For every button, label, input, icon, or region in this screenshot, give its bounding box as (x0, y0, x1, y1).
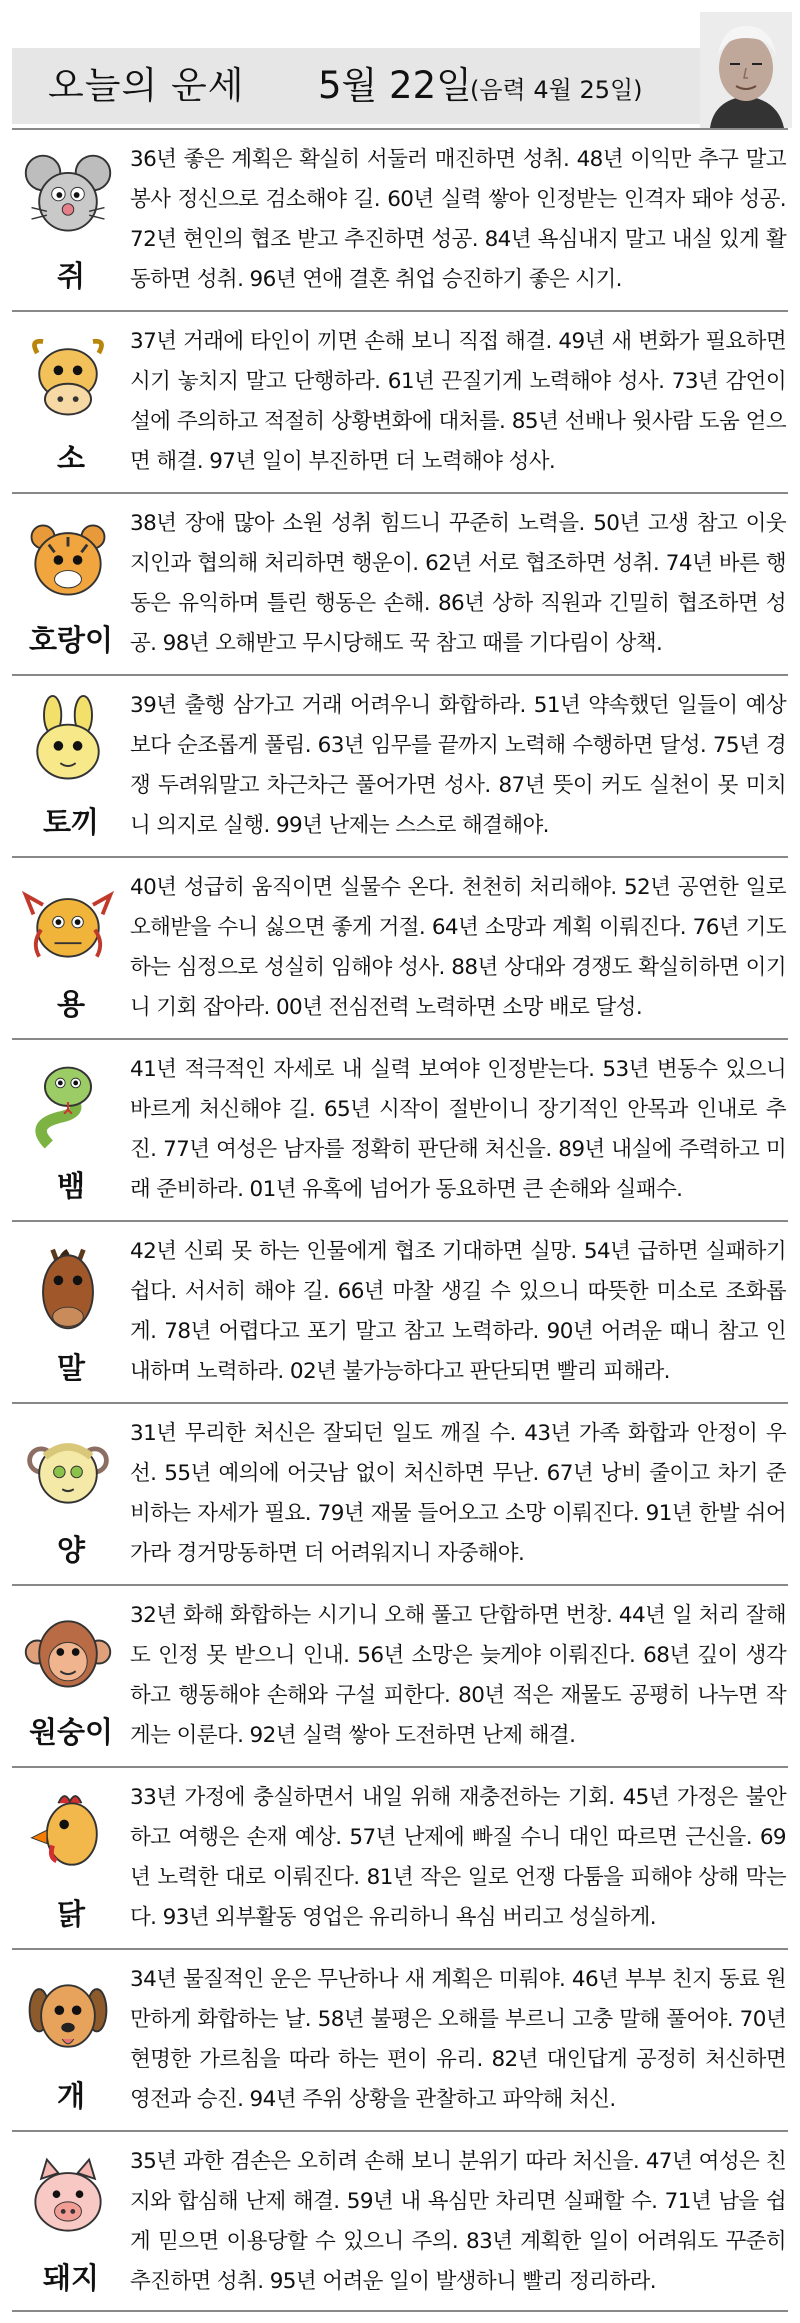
page-title: 오늘의 운세 (48, 64, 245, 107)
monkey-icon (20, 1604, 116, 1700)
zodiac-row-snake (12, 1038, 788, 1220)
zodiac-animal (12, 1586, 130, 1766)
zodiac-row-rabbit (12, 674, 788, 856)
zodiac-row-horse (12, 1220, 788, 1402)
fortune-text: 32년 화해 화합하는 시기니 오해 풀고 단합하면 번창. 44년 일 처리 잘해도 인정 못 받으니 인내. 56년 소망은 늦게야 이뤄진다. 68년 깊이 생각하고 행동해야 손해와 구설 피한다. 80년 적은 재물도 공평히 나누면 작게는 이룬다. 92년 실력 쌓아 도전하면 난제 해결. (130, 1603, 786, 1748)
fortune-text: 39년 출행 삼가고 거래 어려우니 화합하라. 51년 약속했던 일들이 예상보다 순조롭게 풀림. 63년 임무를 끝까지 노력해 수행하면 달성. 75년 경쟁 두려워말고 차근차근 풀어가면 성사. 87년 뜻이 커도 실천이 못 미치니 의지로 실행. 99년 난제는 스스로 해결해야. (130, 693, 786, 838)
rabbit-icon (20, 694, 116, 790)
zodiac-name: 양 (56, 1533, 85, 1567)
snake-icon (20, 1058, 116, 1154)
zodiac-animal (12, 1950, 130, 2130)
zodiac-row-dog (12, 1948, 788, 2130)
zodiac-name: 쥐 (56, 259, 85, 293)
sheep-icon (20, 1422, 116, 1518)
zodiac-row-monkey (12, 1584, 788, 1766)
fortune-text: 37년 거래에 타인이 끼면 손해 보니 직접 해결. 49년 새 변화가 필요하면 시기 놓치지 말고 단행하라. 61년 끈질기게 노력해야 성사. 73년 감언이설에 주의하고 적절히 상황변화에 대처를. 85년 선배나 윗사람 도움 얻으면 해결. 97년 일이 부진하면 더 노력해야 성사. (130, 329, 786, 474)
fortune-text: 35년 과한 겸손은 오히려 손해 보니 분위기 따라 처신을. 47년 여성은 친지와 합심해 난제 해결. 59년 내 욕심만 차리면 실패할 수. 71년 남을 쉽게 믿으면 이용당할 수 있으니 주의. 83년 계획한 일이 어려워도 꾸준히 추진하면 성취. 95년 어려운 일이 발생하니 빨리 정리하라. (130, 2149, 786, 2294)
fortune-text: 41년 적극적인 자세로 내 실력 보여야 인정받는다. 53년 변동수 있으니 바르게 처신해야 길. 65년 시작이 절반이니 장기적인 안목과 인내로 추진. 77년 여성은 남자를 정확히 판단해 처신을. 89년 내실에 주력하고 미래 준비하라. 01년 유혹에 넘어가 동요하면 큰 손해와 실패수. (130, 1057, 786, 1202)
zodiac-animal (12, 858, 130, 1038)
zodiac-name: 소 (56, 441, 85, 475)
tiger-icon (20, 512, 116, 608)
zodiac-name: 원숭이 (28, 1715, 114, 1749)
author-photo (700, 12, 792, 128)
fortune-text: 42년 신뢰 못 하는 인물에게 협조 기대하면 실망. 54년 급하면 실패하기 쉽다. 서서히 해야 길. 66년 마찰 생길 수 있으니 따뜻한 미소로 조화롭게. 78년 어렵다고 포기 말고 참고 노력하라. 90년 어려운 때니 참고 인내하며 노력하라. 02년 불가능하다고 판단되면 빨리 피해라. (130, 1239, 786, 1384)
zodiac-row-rooster (12, 1766, 788, 1948)
pig-icon (20, 2150, 116, 2246)
zodiac-row-sheep (12, 1402, 788, 1584)
horse-icon (20, 1240, 116, 1336)
zodiac-animal (12, 130, 130, 310)
zodiac-name: 뱀 (56, 1169, 85, 1203)
date-label: 5월 22일 (318, 64, 472, 107)
zodiac-name: 호랑이 (28, 623, 114, 657)
zodiac-animal (12, 1404, 130, 1584)
fortune-text: 31년 무리한 처신은 잘되던 일도 깨질 수. 43년 가족 화합과 안정이 우선. 55년 예의에 어긋남 없이 처신하면 무난. 67년 낭비 줄이고 차기 준비하는 자세가 필요. 79년 재물 들어오고 소망 이뤄진다. 91년 한발 쉬어가라 경거망동하면 더 어려워지니 자중해야. (130, 1421, 786, 1566)
zodiac-animal (12, 676, 130, 856)
zodiac-name: 용 (56, 987, 85, 1021)
zodiac-animal (12, 2132, 130, 2310)
zodiac-name: 개 (56, 2079, 85, 2113)
zodiac-row-tiger (12, 492, 788, 674)
rat-icon (20, 148, 116, 244)
zodiac-row-ox (12, 310, 788, 492)
fortune-text: 40년 성급히 움직이면 실물수 온다. 천천히 처리해야. 52년 공연한 일로 오해받을 수니 싫으면 좋게 거절. 64년 소망과 계획 이뤄진다. 76년 기도하는 심정으로 성실히 임해야 성사. 88년 상대와 경쟁도 확실히하면 이기니 기회 잡아라. 00년 전심전력 노력하면 소망 배로 달성. (130, 875, 786, 1020)
zodiac-name: 닭 (56, 1897, 85, 1931)
fortune-text: 33년 가정에 충실하면서 내일 위해 재충전하는 기회. 45년 가정은 불안하고 여행은 손재 예상. 57년 난제에 빠질 수니 대인 따르면 근신을. 69년 노력한 대로 이뤄진다. 81년 작은 일로 언쟁 다툼을 피해야 상해 막는다. 93년 외부활동 영업은 유리하니 욕심 버리고 성실하게. (130, 1785, 786, 1930)
zodiac-animal (12, 1222, 130, 1402)
fortune-text: 36년 좋은 계획은 확실히 서둘러 매진하면 성취. 48년 이익만 추구 말고 봉사 정신으로 검소해야 길. 60년 실력 쌓아 인정받는 인격자 돼야 성공. 72년 현인의 협조 받고 추진하면 성공. 84년 욕심내지 말고 내실 있게 활동하면 성취. 96년 연애 결혼 취업 승진하기 좋은 시기. (130, 147, 786, 292)
fortune-text: 38년 장애 많아 소원 성취 힘드니 꾸준히 노력을. 50년 고생 참고 이웃 지인과 협의해 처리하면 행운이. 62년 서로 협조하면 성취. 74년 바른 행동은 유익하며 틀린 행동은 손해. 86년 상하 직원과 긴밀히 협조하면 성공. 98년 오해받고 무시당해도 꾹 참고 때를 기다림이 상책. (130, 511, 786, 656)
zodiac-row-pig (12, 2130, 788, 2312)
zodiac-animal (12, 494, 130, 674)
zodiac-animal (12, 1768, 130, 1948)
zodiac-name: 말 (56, 1351, 85, 1385)
zodiac-animal (12, 1040, 130, 1220)
zodiac-row-dragon (12, 856, 788, 1038)
zodiac-name: 토끼 (42, 805, 100, 839)
dog-icon (20, 1968, 116, 2064)
zodiac-animal (12, 312, 130, 492)
lunar-date-label: (음력 4월 25일) (470, 76, 643, 104)
dragon-icon (20, 876, 116, 972)
ox-icon (20, 330, 116, 426)
zodiac-list (12, 128, 788, 2312)
page-header (0, 0, 800, 128)
fortune-text: 34년 물질적인 운은 무난하나 새 계획은 미뤄야. 46년 부부 친지 동료 원만하게 화합하는 날. 58년 불평은 오해를 부르니 고충 말해 풀어야. 70년 현명한 가르침을 따라 하는 편이 유리. 82년 대인답게 공정히 처신하면 영전과 승진. 94년 주위 상황을 관찰하고 파악해 처신. (130, 1967, 786, 2112)
zodiac-row-rat (12, 128, 788, 310)
zodiac-name: 돼지 (42, 2261, 100, 2295)
rooster-icon (20, 1786, 116, 1882)
